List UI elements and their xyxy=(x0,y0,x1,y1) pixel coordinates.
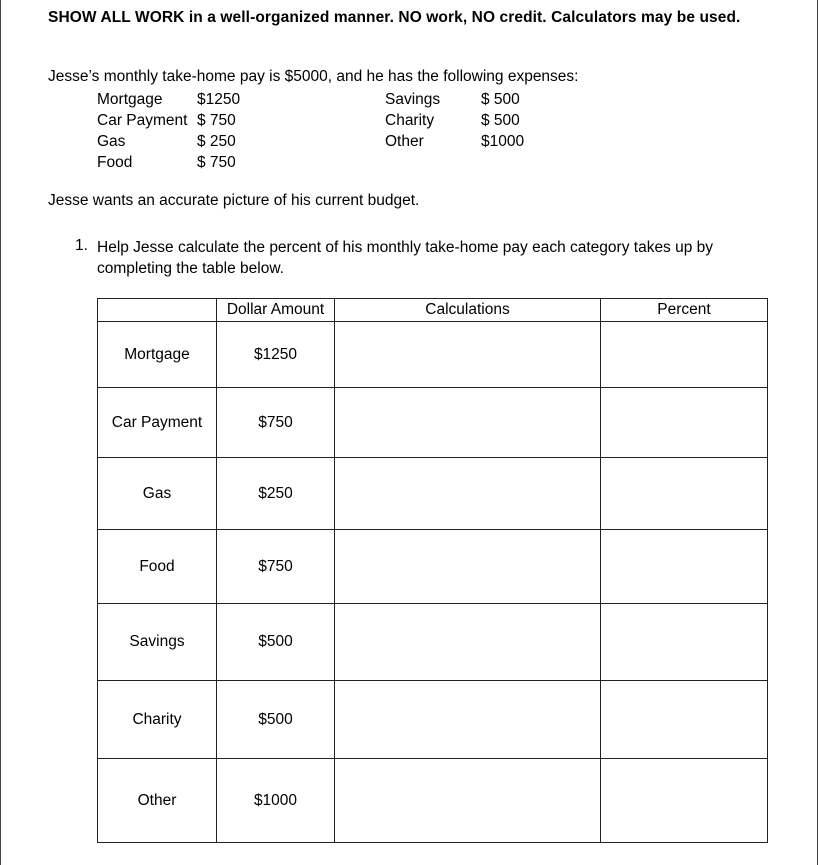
calculations-cell[interactable] xyxy=(335,681,601,759)
calculations-cell[interactable] xyxy=(335,322,601,388)
expense-label-food: Food xyxy=(97,154,133,171)
question-number: 1. xyxy=(75,237,88,254)
table-row xyxy=(98,530,768,604)
expense-amount-car-payment: $ 750 xyxy=(197,112,236,129)
percent-cell[interactable] xyxy=(601,530,768,604)
expense-amount-savings: $ 500 xyxy=(481,91,520,108)
calculations-cell[interactable] xyxy=(335,604,601,681)
expense-amount-other: $1000 xyxy=(481,133,525,150)
header-blank xyxy=(98,299,217,322)
table-row xyxy=(98,604,768,681)
header-dollar-amount: Dollar Amount xyxy=(217,299,335,322)
row-category: Charity xyxy=(98,681,217,759)
row-category: Other xyxy=(98,759,217,843)
expense-label-other: Other xyxy=(385,133,424,150)
calculations-cell[interactable] xyxy=(335,530,601,604)
row-amount: $500 xyxy=(217,681,335,759)
question-text: Help Jesse calculate the percent of his monthly take-home pay each category takes up by completing the table below. xyxy=(97,239,714,277)
row-amount: $1000 xyxy=(217,759,335,843)
expense-amount-mortgage: $1250 xyxy=(197,91,241,108)
percent-cell[interactable] xyxy=(601,604,768,681)
row-category: Gas xyxy=(98,458,217,530)
table-row xyxy=(98,322,768,388)
expense-label-mortgage: Mortgage xyxy=(97,91,163,108)
row-category: Savings xyxy=(98,604,217,681)
expense-label-charity: Charity xyxy=(385,112,435,129)
instructions-heading: SHOW ALL WORK in a well-organized manner. NO work, NO credit. Calculators may be used. xyxy=(48,9,741,26)
row-category: Mortgage xyxy=(98,322,217,388)
row-amount: $1250 xyxy=(217,322,335,388)
row-amount: $750 xyxy=(217,388,335,458)
table-row xyxy=(98,388,768,458)
calculations-cell[interactable] xyxy=(335,458,601,530)
row-amount: $500 xyxy=(217,604,335,681)
percent-cell[interactable] xyxy=(601,681,768,759)
closing-text: Jesse wants an accurate picture of his current budget. xyxy=(48,192,420,209)
table-row xyxy=(98,759,768,843)
percent-cell[interactable] xyxy=(601,458,768,530)
table-row xyxy=(98,458,768,530)
expense-amount-charity: $ 500 xyxy=(481,112,520,129)
header-percent: Percent xyxy=(601,299,768,322)
percent-cell[interactable] xyxy=(601,322,768,388)
budget-table xyxy=(97,298,768,843)
table-row xyxy=(98,681,768,759)
row-category: Food xyxy=(98,530,217,604)
percent-cell[interactable] xyxy=(601,388,768,458)
row-category: Car Payment xyxy=(98,388,217,458)
expense-label-savings: Savings xyxy=(385,91,441,108)
expense-amount-food: $ 750 xyxy=(197,154,236,171)
row-amount: $250 xyxy=(217,458,335,530)
row-amount: $750 xyxy=(217,530,335,604)
expense-amount-gas: $ 250 xyxy=(197,133,236,150)
intro-text: Jesse’s monthly take-home pay is $5000, and he has the following expenses: xyxy=(48,68,579,85)
percent-cell[interactable] xyxy=(601,759,768,843)
header-calculations: Calculations xyxy=(335,299,601,322)
calculations-cell[interactable] xyxy=(335,388,601,458)
calculations-cell[interactable] xyxy=(335,759,601,843)
expense-label-gas: Gas xyxy=(97,133,126,150)
table-header-row xyxy=(98,299,768,322)
expense-label-car-payment: Car Payment xyxy=(97,112,188,129)
